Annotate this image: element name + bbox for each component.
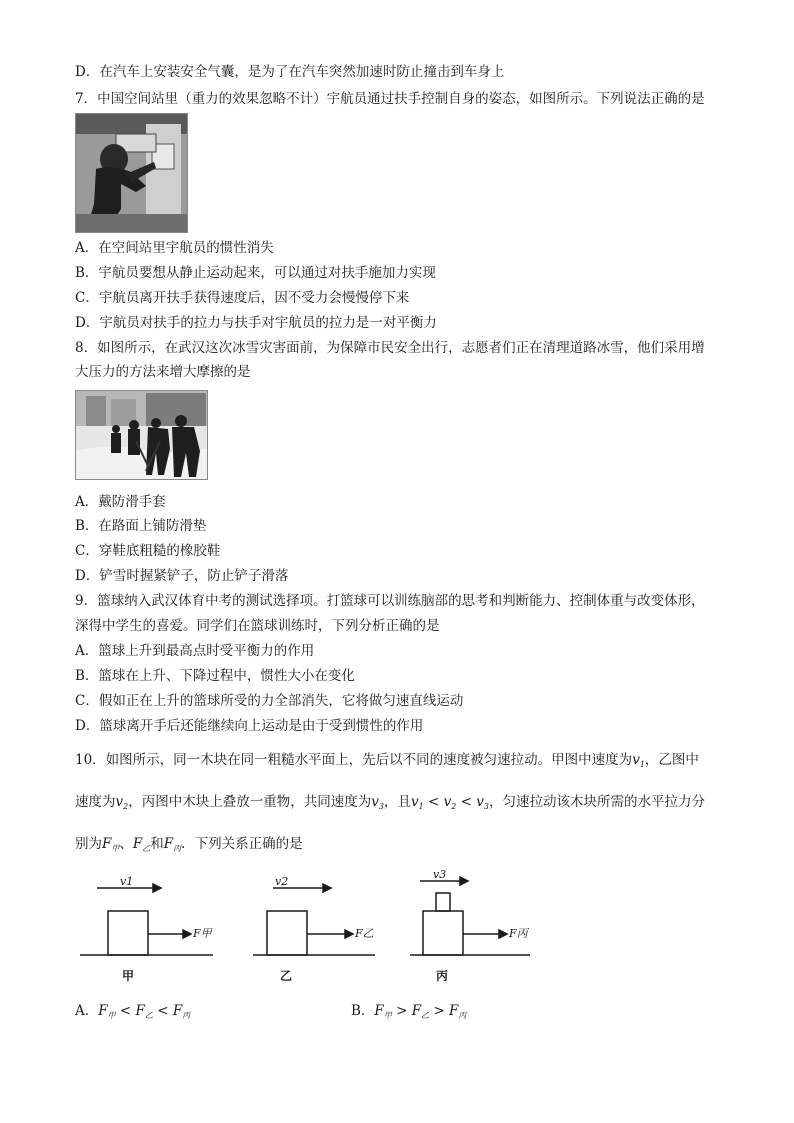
q10-line2 (75, 792, 705, 817)
q7-option-d: D．宇航员对扶手的拉力与扶手对宇航员的拉力是一对平衡力 (75, 315, 437, 331)
f-jia-symbol: $F_甲$ (102, 836, 120, 853)
q10-line1 (75, 750, 699, 775)
f-bing-label: F丙 (509, 927, 528, 940)
velocity-arrowhead-bing (460, 877, 468, 885)
q7-stem: 7．中国空间站里（重力的效果忽略不计）宇航员通过扶手控制自身的姿态，如图所示。下列说法正确的是 (75, 91, 705, 107)
force-arrowhead-bing (499, 930, 507, 938)
q10-force-diagram (75, 868, 535, 988)
q9-option-b: B．篮球在上升、下降过程中，惯性大小在变化 (75, 668, 355, 684)
q10-option-a: A．$F_甲 < F_乙 < F_丙$ (75, 1003, 191, 1020)
q8-option-c: C．穿鞋底粗糙的橡胶鞋 (75, 543, 221, 559)
jia-caption: 甲 (122, 969, 135, 983)
weight-bing (436, 893, 450, 911)
block-yi (267, 911, 307, 955)
q9-stem-line1: 9．篮球纳入武汉体育中考的测试选择项。打篮球可以训练脑部的思考和判断能力、控制体重与改变体形， (75, 593, 705, 609)
force-arrowhead-jia (183, 930, 191, 938)
snow-clearing-image (76, 391, 207, 479)
q10-line2-a: 速度为 (75, 794, 116, 810)
q10-line3-d: ．下列关系正确的是 (181, 836, 303, 852)
v3-label: v3 (433, 868, 447, 881)
q9-stem-line2: 深得中学生的喜爱。同学们在篮球训练时，下列分析正确的是 (75, 618, 440, 634)
q9-option-a: A．篮球上升到最高点时受平衡力的作用 (75, 643, 315, 659)
q8-stem-line2: 大压力的方法来增大摩擦的是 (75, 364, 251, 380)
q8-stem-line1: 8．如图所示，在武汉这次冰雪灾害面前，为保障市民安全出行，志愿者们正在清理道路冰雪，他们采用增 (75, 340, 705, 356)
q7-option-c: C．宇航员离开扶手获得速度后，因不受力会慢慢停下来 (75, 290, 410, 306)
q8-option-b: B．在路面上铺防滑垫 (75, 518, 207, 534)
astronaut-image (76, 114, 187, 232)
force-arrowhead-yi (345, 930, 353, 938)
v2-symbol: $v_2$ (115, 794, 129, 811)
astronaut-photo (75, 113, 188, 233)
bing-caption: 丙 (436, 969, 449, 983)
q10-line2-b: ，丙图中木块上叠放一重物，共同速度为 (128, 794, 372, 810)
q10-option-b: B．$F_甲 > F_乙 > F_丙$ (351, 1003, 467, 1020)
block-bing (423, 911, 463, 955)
v3-symbol: $v_3$ (371, 794, 384, 811)
speed-inequality: $v_1 < v_2 < v_3$ (410, 794, 489, 811)
q8-option-a: A．戴防滑手套 (75, 494, 166, 510)
f-yi-symbol: $F_乙$ (132, 836, 151, 853)
q10-line1-tail: ，乙图中 (644, 752, 699, 768)
q7-option-b: B．宇航员要想从静止运动起来，可以通过对扶手施加力实现 (75, 265, 436, 281)
velocity-arrowhead-jia (153, 884, 161, 892)
q7-option-a: A．在空间站里宇航员的惯性消失 (75, 240, 274, 256)
q10-line3-a: 别为 (75, 836, 102, 852)
q9-option-c: C．假如正在上升的篮球所受的力全部消失，它将做匀速直线运动 (75, 693, 464, 709)
q9-option-d: D．篮球离开手后还能继续向上运动是由于受到惯性的作用 (75, 718, 424, 734)
q10-line2-d: ，匀速拉动该木块所需的水平拉力分 (488, 794, 705, 810)
f-bing-symbol: $F_丙$ (163, 836, 182, 853)
snow-clearing-photo (75, 390, 208, 480)
v1-label: v1 (120, 875, 134, 888)
block-jia (108, 911, 148, 955)
q10-line1-text: 10．如图所示，同一木块在同一粗糙水平面上，先后以不同的速度被匀速拉动。甲图中速度为 (75, 752, 633, 768)
q10-line3: 别为$F_甲$、$F_乙$和$F_丙$．下列关系正确的是 (75, 836, 303, 853)
q10-line2-c: ，且 (383, 794, 411, 810)
f-yi-label: F乙 (355, 927, 374, 940)
q6-option-d: D．在汽车上安装安全气囊，是为了在汽车突然加速时防止撞击到车身上 (75, 64, 505, 80)
v1-symbol: $v_1$ (632, 752, 645, 769)
velocity-arrowhead-yi (323, 884, 331, 892)
q8-option-d: D．铲雪时握紧铲子，防止铲子滑落 (75, 568, 289, 584)
yi-caption: 乙 (280, 969, 293, 983)
v2-label: v2 (275, 875, 289, 888)
f-jia-label: F甲 (193, 927, 212, 940)
